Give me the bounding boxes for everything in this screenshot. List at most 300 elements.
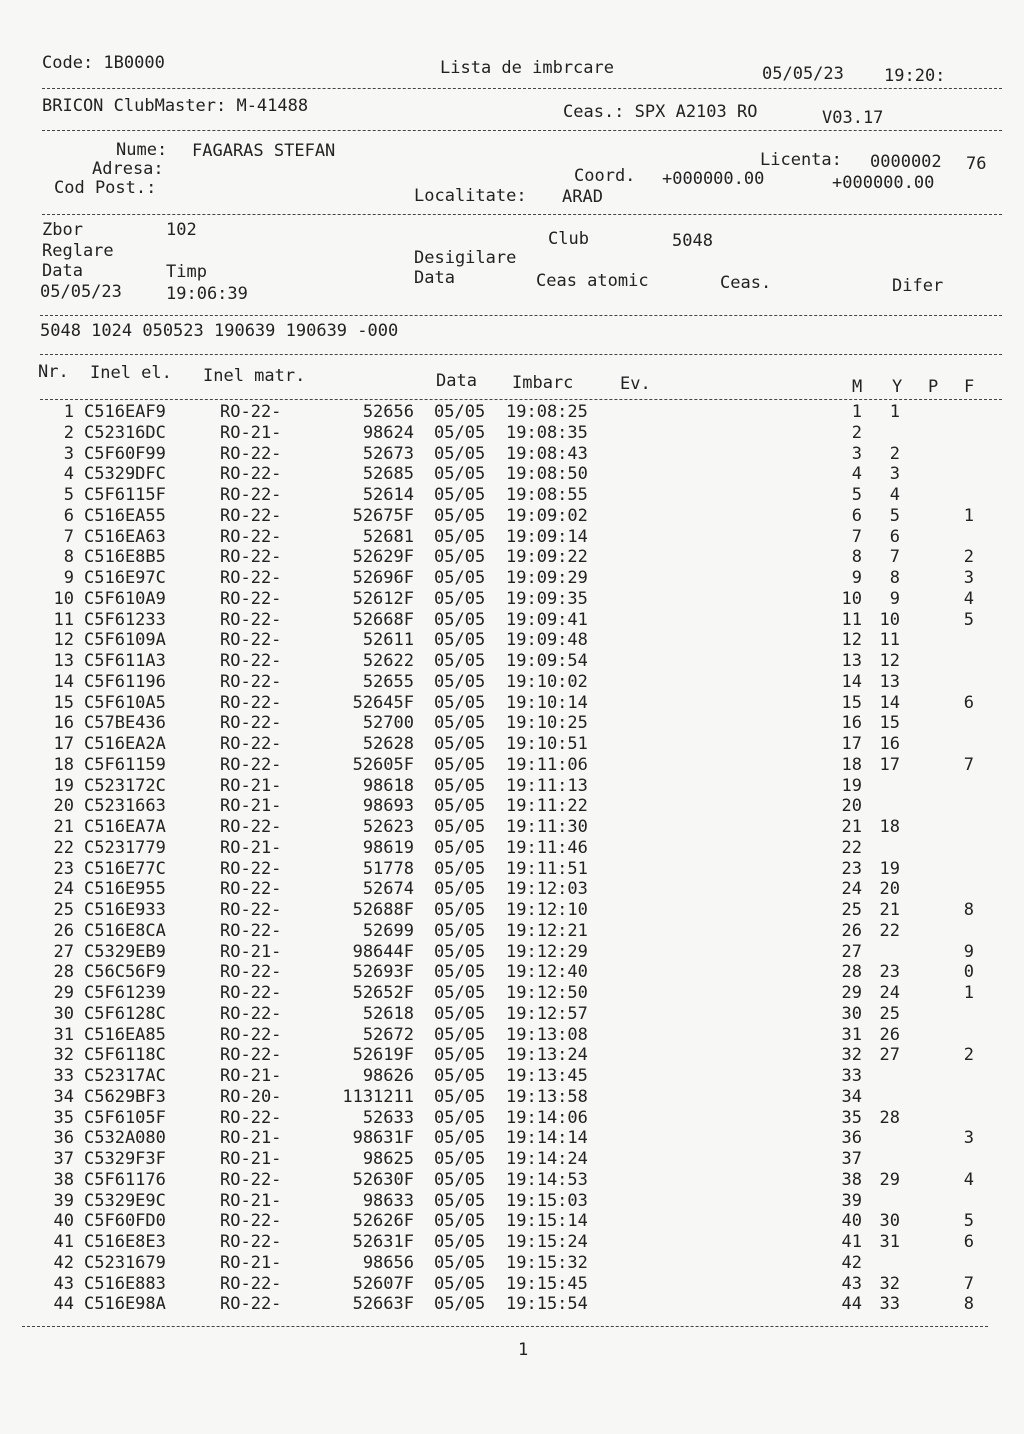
electronic-ring: C5231679 [84, 1252, 166, 1273]
row-number: 22 [53, 837, 74, 858]
basket-date: 05/05 [434, 526, 486, 547]
y-count: 28 [879, 1107, 900, 1128]
basket-date: 05/05 [434, 962, 486, 983]
row-number: 6 [63, 505, 74, 526]
table-row [0, 1108, 1024, 1128]
report-code: Code: 1B0000 [42, 53, 165, 73]
table-row [0, 734, 1024, 754]
table-row [0, 485, 1024, 505]
row-number: 34 [53, 1086, 74, 1107]
firmware-version: V03.17 [822, 108, 884, 128]
table-row [0, 1025, 1024, 1045]
f-count: 1 [963, 983, 974, 1003]
row-number: 26 [53, 920, 74, 941]
y-count: 7 [889, 547, 900, 568]
table-row [0, 589, 1024, 609]
y-count: 15 [879, 713, 900, 734]
ring-prefix: RO-22- [220, 443, 282, 464]
basket-time: 19:12:03 [506, 879, 588, 900]
ring-number: 98626 [362, 1066, 414, 1086]
y-count: 22 [879, 920, 900, 941]
basket-date: 05/05 [434, 671, 486, 692]
basket-date: 05/05 [434, 900, 486, 920]
basket-time: 19:15:54 [506, 1294, 588, 1315]
divider [42, 88, 1002, 89]
locality-label: Localitate: [414, 186, 527, 206]
ring-prefix: RO-22- [220, 817, 282, 837]
m-count: 14 [841, 671, 862, 692]
ring-prefix: RO-22- [220, 464, 282, 485]
ring-prefix: RO-22- [220, 1294, 282, 1315]
table-row [0, 423, 1024, 443]
basket-date: 05/05 [434, 941, 486, 962]
basket-time: 19:14:24 [506, 1149, 588, 1169]
row-number: 17 [53, 734, 74, 754]
ring-number: 52681 [362, 526, 414, 547]
ring-number: 98631F [352, 1128, 414, 1149]
ring-prefix: RO-22- [220, 1003, 282, 1024]
table-row [0, 1149, 1024, 1169]
basket-date: 05/05 [434, 1149, 486, 1169]
table-row [0, 444, 1024, 464]
basket-date: 05/05 [434, 1211, 486, 1232]
reglare-data-label: Data [42, 261, 83, 281]
basket-time: 19:12:50 [506, 983, 588, 1003]
ring-number: 52674 [362, 879, 414, 900]
f-count: 7 [963, 754, 974, 775]
m-count: 18 [841, 754, 862, 775]
divider [40, 315, 1002, 316]
basket-time: 19:09:02 [506, 505, 588, 526]
table-row [0, 796, 1024, 816]
ring-number: 52696F [352, 568, 414, 588]
ring-number: 52628 [362, 734, 414, 754]
table-row [0, 962, 1024, 982]
col-inel-matr: Inel matr. [203, 366, 306, 386]
ring-prefix: RO-21- [220, 1252, 282, 1273]
basket-time: 19:11:46 [506, 837, 588, 858]
y-count: 31 [879, 1232, 900, 1252]
ring-number: 52700 [362, 713, 414, 734]
ring-prefix: RO-22- [220, 402, 282, 422]
row-number: 12 [53, 630, 74, 651]
ring-prefix: RO-22- [220, 1211, 282, 1232]
ring-prefix: RO-22- [220, 962, 282, 983]
electronic-ring: C52317AC [84, 1066, 166, 1086]
row-number: 18 [53, 754, 74, 775]
ring-prefix: RO-22- [220, 1273, 282, 1294]
table-row [0, 506, 1024, 526]
f-count: 1 [963, 505, 974, 526]
m-count: 12 [841, 630, 862, 651]
ring-prefix: RO-21- [220, 1190, 282, 1211]
divider [42, 214, 1002, 215]
row-number: 36 [53, 1128, 74, 1149]
electronic-ring: C516EAF9 [84, 402, 166, 422]
y-count: 24 [879, 983, 900, 1003]
row-number: 15 [53, 692, 74, 713]
table-row [0, 776, 1024, 796]
ring-prefix: RO-22- [220, 734, 282, 754]
row-number: 7 [63, 526, 74, 547]
basket-date: 05/05 [434, 651, 486, 671]
ring-prefix: RO-21- [220, 1066, 282, 1086]
basket-time: 19:12:21 [506, 920, 588, 941]
basket-time: 19:11:13 [506, 775, 588, 796]
ring-prefix: RO-22- [220, 609, 282, 630]
basket-date: 05/05 [434, 796, 486, 817]
y-count: 10 [879, 609, 900, 630]
table-row [0, 568, 1024, 588]
ring-prefix: RO-22- [220, 900, 282, 920]
ring-prefix: RO-22- [220, 505, 282, 526]
y-count: 9 [889, 588, 900, 609]
ring-prefix: RO-22- [220, 879, 282, 900]
locality-value: ARAD [562, 187, 603, 207]
row-number: 43 [53, 1273, 74, 1294]
m-count: 29 [841, 983, 862, 1003]
ring-number: 52622 [362, 651, 414, 671]
basket-date: 05/05 [434, 1252, 486, 1273]
electronic-ring: C5231663 [84, 796, 166, 817]
electronic-ring: C5329EB9 [84, 941, 166, 962]
m-count: 25 [841, 900, 862, 920]
col-m: M [852, 377, 863, 397]
basket-time: 19:12:10 [506, 900, 588, 920]
electronic-ring: C5F6128C [84, 1003, 166, 1024]
ring-number: 52672 [362, 1024, 414, 1045]
col-data: Data [436, 371, 477, 391]
electronic-ring: C516E8E3 [84, 1232, 166, 1252]
electronic-ring: C516E77C [84, 858, 166, 879]
m-count: 24 [841, 879, 862, 900]
f-count: 6 [963, 1232, 974, 1252]
club-label: Club [548, 229, 589, 249]
row-number: 4 [63, 464, 74, 485]
row-number: 40 [53, 1211, 74, 1232]
ring-number: 98633 [362, 1190, 414, 1211]
m-count: 34 [841, 1086, 862, 1107]
electronic-ring: C56C56F9 [84, 962, 166, 983]
m-count: 36 [841, 1128, 862, 1149]
zbor-value: 102 [166, 220, 197, 240]
m-count: 10 [841, 588, 862, 609]
basket-date: 05/05 [434, 1190, 486, 1211]
basket-date: 05/05 [434, 713, 486, 734]
report-title: Lista de imbrcare [440, 58, 614, 78]
ceas-atomic-label: Ceas atomic [536, 271, 649, 291]
ring-number: 52619F [352, 1045, 414, 1066]
electronic-ring: C516E883 [84, 1273, 166, 1294]
y-count: 23 [879, 962, 900, 983]
y-count: 21 [879, 900, 900, 920]
m-count: 3 [851, 443, 862, 464]
col-nr: Nr. [38, 362, 69, 382]
table-row [0, 817, 1024, 837]
ring-number: 98644F [352, 941, 414, 962]
f-count: 7 [963, 1273, 974, 1294]
basket-time: 19:14:53 [506, 1169, 588, 1190]
table-row [0, 1004, 1024, 1024]
row-number: 25 [53, 900, 74, 920]
m-count: 8 [851, 547, 862, 568]
y-count: 12 [879, 651, 900, 671]
f-count: 5 [963, 609, 974, 630]
flight-code-line: 5048 1024 050523 190639 190639 -000 [40, 321, 399, 341]
ring-number: 52656 [362, 402, 414, 422]
electronic-ring: C516EA7A [84, 817, 166, 837]
basket-time: 19:11:06 [506, 754, 588, 775]
license-suffix: 76 [966, 154, 987, 174]
ring-number: 1131211 [342, 1086, 414, 1107]
basket-time: 19:13:24 [506, 1045, 588, 1066]
electronic-ring: C516E8B5 [84, 547, 166, 568]
row-number: 42 [53, 1252, 74, 1273]
ring-prefix: RO-21- [220, 941, 282, 962]
ring-prefix: RO-22- [220, 1169, 282, 1190]
m-count: 20 [841, 796, 862, 817]
y-count: 32 [879, 1273, 900, 1294]
m-count: 1 [851, 402, 862, 422]
basket-date: 05/05 [434, 837, 486, 858]
ring-number: 52663F [352, 1294, 414, 1315]
electronic-ring: C57BE436 [84, 713, 166, 734]
m-count: 39 [841, 1190, 862, 1211]
ring-number: 52614 [362, 485, 414, 505]
ring-number: 52685 [362, 464, 414, 485]
ring-number: 52626F [352, 1211, 414, 1232]
basket-date: 05/05 [434, 443, 486, 464]
row-number: 30 [53, 1003, 74, 1024]
m-count: 21 [841, 817, 862, 837]
m-count: 31 [841, 1024, 862, 1045]
basket-date: 05/05 [434, 588, 486, 609]
col-y: Y [892, 377, 903, 397]
row-number: 31 [53, 1024, 74, 1045]
ring-number: 52668F [352, 609, 414, 630]
table-row [0, 1045, 1024, 1065]
y-count: 20 [879, 879, 900, 900]
basket-date: 05/05 [434, 1232, 486, 1252]
table-row [0, 859, 1024, 879]
ring-prefix: RO-22- [220, 630, 282, 651]
m-count: 2 [851, 422, 862, 443]
col-imbarc: Imbarc [512, 373, 574, 393]
y-count: 2 [889, 443, 900, 464]
row-number: 37 [53, 1149, 74, 1169]
basket-date: 05/05 [434, 817, 486, 837]
m-count: 9 [851, 568, 862, 588]
basket-time: 19:08:43 [506, 443, 588, 464]
basket-time: 19:14:14 [506, 1128, 588, 1149]
ring-number: 51778 [362, 858, 414, 879]
row-number: 44 [53, 1294, 74, 1315]
ring-number: 98618 [362, 775, 414, 796]
electronic-ring: C5F60F99 [84, 443, 166, 464]
electronic-ring: C5629BF3 [84, 1086, 166, 1107]
ring-number: 52655 [362, 671, 414, 692]
electronic-ring: C5F610A9 [84, 588, 166, 609]
basket-time: 19:09:14 [506, 526, 588, 547]
reglare-date: 05/05/23 [40, 282, 122, 302]
table-row [0, 942, 1024, 962]
basket-date: 05/05 [434, 983, 486, 1003]
y-count: 19 [879, 858, 900, 879]
basket-date: 05/05 [434, 1086, 486, 1107]
table-row [0, 755, 1024, 775]
divider [22, 1326, 988, 1327]
ring-prefix: RO-22- [220, 713, 282, 734]
f-count: 3 [963, 1128, 974, 1149]
ring-prefix: RO-20- [220, 1086, 282, 1107]
m-count: 6 [851, 505, 862, 526]
basket-date: 05/05 [434, 547, 486, 568]
zbor-label: Zbor [42, 220, 83, 240]
basket-date: 05/05 [434, 1066, 486, 1086]
basket-time: 19:10:51 [506, 734, 588, 754]
name-value: FAGARAS STEFAN [192, 141, 336, 161]
ring-prefix: RO-21- [220, 1128, 282, 1149]
y-count: 30 [879, 1211, 900, 1232]
ring-number: 52652F [352, 983, 414, 1003]
basket-date: 05/05 [434, 1024, 486, 1045]
basket-time: 19:09:29 [506, 568, 588, 588]
basket-date: 05/05 [434, 505, 486, 526]
row-number: 16 [53, 713, 74, 734]
electronic-ring: C532A080 [84, 1128, 166, 1149]
ring-prefix: RO-22- [220, 1045, 282, 1066]
table-row [0, 651, 1024, 671]
basket-date: 05/05 [434, 422, 486, 443]
electronic-ring: C516E97C [84, 568, 166, 588]
f-count: 4 [963, 1169, 974, 1190]
table-row [0, 921, 1024, 941]
basket-date: 05/05 [434, 1003, 486, 1024]
timp-label: Timp [166, 262, 207, 282]
table-row [0, 713, 1024, 733]
ring-prefix: RO-22- [220, 485, 282, 505]
table-row [0, 1087, 1024, 1107]
divider [40, 354, 1002, 355]
ring-prefix: RO-22- [220, 651, 282, 671]
basket-time: 19:10:14 [506, 692, 588, 713]
basket-date: 05/05 [434, 609, 486, 630]
ring-number: 52693F [352, 962, 414, 983]
m-count: 11 [841, 609, 862, 630]
row-number: 23 [53, 858, 74, 879]
m-count: 22 [841, 837, 862, 858]
col-inel-el: Inel el. [90, 363, 172, 383]
ring-prefix: RO-22- [220, 588, 282, 609]
y-count: 3 [889, 464, 900, 485]
table-row [0, 402, 1024, 422]
f-count: 8 [963, 900, 974, 920]
basket-time: 19:15:24 [506, 1232, 588, 1252]
f-count: 9 [963, 941, 974, 962]
ring-prefix: RO-22- [220, 671, 282, 692]
basket-time: 19:13:58 [506, 1086, 588, 1107]
table-row [0, 1253, 1024, 1273]
basket-date: 05/05 [434, 920, 486, 941]
table-row [0, 838, 1024, 858]
electronic-ring: C516EA85 [84, 1024, 166, 1045]
table-row [0, 630, 1024, 650]
ring-number: 52631F [352, 1232, 414, 1252]
ring-prefix: RO-22- [220, 858, 282, 879]
ring-number: 52675F [352, 505, 414, 526]
electronic-ring: C5F610A5 [84, 692, 166, 713]
ring-number: 52630F [352, 1169, 414, 1190]
m-count: 5 [851, 485, 862, 505]
m-count: 37 [841, 1149, 862, 1169]
ring-prefix: RO-22- [220, 568, 282, 588]
electronic-ring: C5231779 [84, 837, 166, 858]
electronic-ring: C5329F3F [84, 1149, 166, 1169]
electronic-ring: C5F61196 [84, 671, 166, 692]
report-date: 05/05/23 [762, 64, 844, 84]
ring-number: 98619 [362, 837, 414, 858]
col-ev: Ev. [620, 374, 651, 394]
table-row [0, 1191, 1024, 1211]
m-count: 42 [841, 1252, 862, 1273]
f-count: 2 [963, 1045, 974, 1066]
y-count: 11 [879, 630, 900, 651]
y-count: 29 [879, 1169, 900, 1190]
row-number: 32 [53, 1045, 74, 1066]
y-count: 8 [889, 568, 900, 588]
basket-time: 19:09:22 [506, 547, 588, 568]
m-count: 27 [841, 941, 862, 962]
ring-prefix: RO-21- [220, 775, 282, 796]
basket-time: 19:11:22 [506, 796, 588, 817]
basket-date: 05/05 [434, 485, 486, 505]
row-number: 14 [53, 671, 74, 692]
m-count: 23 [841, 858, 862, 879]
m-count: 35 [841, 1107, 862, 1128]
coord-x: +000000.00 [662, 169, 765, 189]
ring-number: 52629F [352, 547, 414, 568]
coord-y: +000000.00 [832, 173, 935, 193]
electronic-ring: C52316DC [84, 422, 166, 443]
electronic-ring: C516E933 [84, 900, 166, 920]
page-number: 1 [518, 1340, 529, 1360]
electronic-ring: C5F6105F [84, 1107, 166, 1128]
table-row [0, 1232, 1024, 1252]
club-value: 5048 [672, 231, 713, 251]
basket-time: 19:09:35 [506, 588, 588, 609]
row-number: 21 [53, 817, 74, 837]
ring-prefix: RO-21- [220, 796, 282, 817]
basket-date: 05/05 [434, 1128, 486, 1149]
table-row [0, 672, 1024, 692]
row-number: 2 [63, 422, 74, 443]
electronic-ring: C5329E9C [84, 1190, 166, 1211]
electronic-ring: C5F61233 [84, 609, 166, 630]
row-number: 24 [53, 879, 74, 900]
basket-time: 19:12:57 [506, 1003, 588, 1024]
ring-number: 52605F [352, 754, 414, 775]
row-number: 41 [53, 1232, 74, 1252]
y-count: 1 [889, 402, 900, 422]
ring-number: 98656 [362, 1252, 414, 1273]
f-count: 2 [963, 547, 974, 568]
electronic-ring: C516EA63 [84, 526, 166, 547]
m-count: 41 [841, 1232, 862, 1252]
ring-prefix: RO-22- [220, 1024, 282, 1045]
ring-prefix: RO-21- [220, 1149, 282, 1169]
y-count: 13 [879, 671, 900, 692]
basket-time: 19:11:51 [506, 858, 588, 879]
